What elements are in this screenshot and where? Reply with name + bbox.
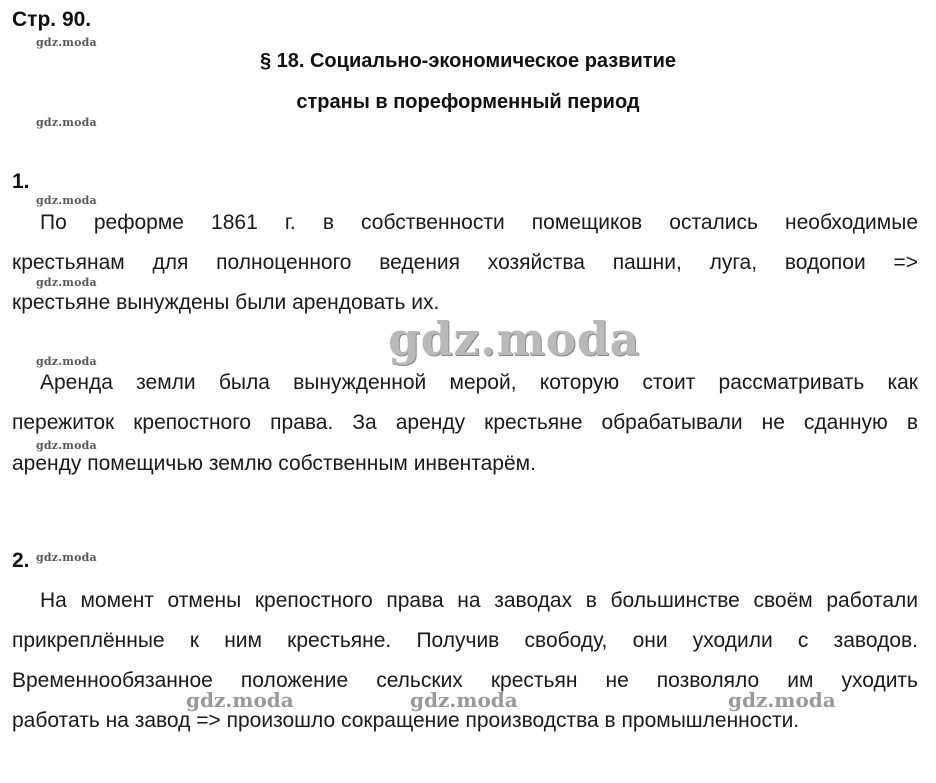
- paragraph-line: На момент отмены крепостного права на заводах в большинстве своём работали: [40, 589, 918, 612]
- watermark-large: gdz.moda: [388, 312, 640, 366]
- watermark-medium: gdz.moda: [186, 688, 294, 712]
- section-title-line-1: § 18. Социально-экономическое развитие: [259, 50, 677, 72]
- watermark-medium: gdz.moda: [728, 688, 836, 712]
- watermark-small: gdz.moda: [36, 116, 97, 129]
- paragraph-line: работать на завод => произошло сокращение производства в промышленности.: [12, 709, 800, 732]
- paragraph-line: пережиток крепостного права. За аренду крестьяне обрабатывали не сданную в: [12, 411, 918, 434]
- watermark-small: gdz.moda: [36, 276, 97, 289]
- question-number-1: 1.: [12, 170, 30, 193]
- watermark-small: gdz.moda: [36, 194, 97, 207]
- watermark-small: gdz.moda: [36, 439, 97, 452]
- page-number: Стр. 90.: [12, 8, 92, 31]
- paragraph-line: крестьяне вынуждены были арендовать их.: [12, 291, 440, 314]
- watermark-small: gdz.moda: [36, 551, 97, 564]
- paragraph-line: крестьянам для полноценного ведения хозяйства пашни, луга, водопои =>: [12, 251, 918, 274]
- watermark-small: gdz.moda: [36, 36, 97, 49]
- paragraph-line: Временнообязанное положение сельских крестьян не позволяло им уходить: [12, 669, 918, 692]
- question-number-2: 2.: [12, 549, 30, 572]
- paragraph-line: Аренда земли была вынужденной мерой, которую стоит рассматривать как: [40, 371, 918, 394]
- paragraph-line: прикреплённые к ним крестьяне. Получив свободу, они уходили с заводов.: [12, 629, 918, 652]
- paragraph-line: аренду помещичью землю собственным инвентарём.: [12, 452, 536, 475]
- section-title-line-2: страны в пореформенный период: [296, 91, 640, 113]
- watermark-small: gdz.moda: [36, 355, 97, 368]
- paragraph-line: По реформе 1861 г. в собственности помещиков остались необходимые: [40, 211, 918, 234]
- watermark-medium: gdz.moda: [410, 688, 518, 712]
